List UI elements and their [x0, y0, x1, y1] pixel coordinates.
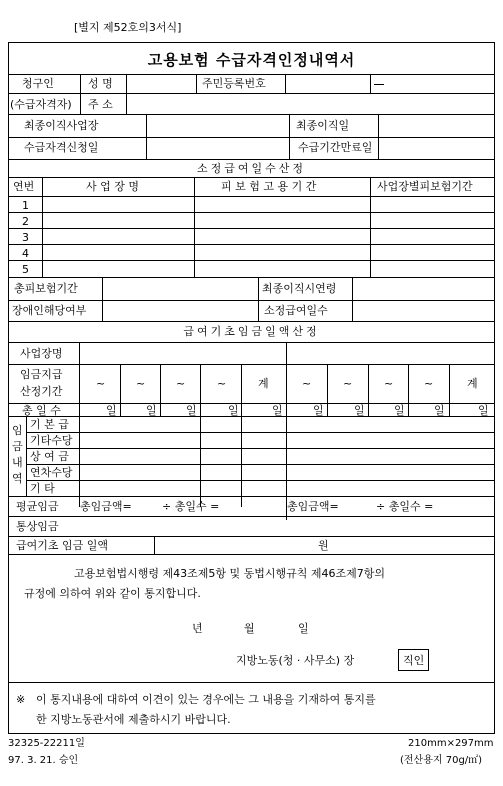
tilde: ~ — [96, 377, 106, 390]
col-workplace: 사 업 장 명 — [86, 180, 139, 193]
tilde: ~ — [343, 377, 353, 390]
row-number: 3 — [22, 231, 29, 244]
day-unit: 일 — [313, 404, 324, 417]
day-unit: 일 — [394, 404, 405, 417]
day-unit: 일 — [434, 404, 445, 417]
total-col: 계 — [258, 377, 269, 390]
last-leave-label: 최종이직일 — [296, 119, 350, 132]
formula-left-div: ÷ 총일수 = — [162, 500, 220, 513]
day-unit: 일 — [146, 404, 157, 417]
apply-date-label: 수급자격신청일 — [24, 141, 99, 154]
date-day: 일 — [298, 622, 309, 635]
page-title: 고용보험 수급자격인정내역서 — [147, 51, 356, 69]
wage-workplace-label: 사업장명 — [20, 347, 63, 360]
notice-line1: 고용보험법시행령 제43조제5항 및 동법시행규칙 제46조제7항의 — [74, 567, 385, 580]
note-mark: ※ — [16, 693, 26, 706]
avg-wage-label: 평균임금 — [16, 500, 59, 513]
tilde: ~ — [176, 377, 186, 390]
wage-vertical-label: 금 — [12, 440, 23, 453]
day-unit: 일 — [228, 404, 239, 417]
seal-label: 직인 — [403, 654, 425, 667]
tilde: ~ — [302, 377, 312, 390]
benefit-days-label: 소정급여일수 — [264, 304, 328, 317]
address-label: 주 소 — [88, 98, 113, 111]
base-daily-label: 급여기초 임금 일액 — [16, 539, 109, 552]
tilde: ~ — [136, 377, 146, 390]
tilde: ~ — [217, 377, 227, 390]
date-month: 월 — [244, 622, 255, 635]
footer-paper: (전산용지 70g/㎡) — [400, 755, 483, 766]
wage-vertical-label: 내 — [12, 456, 23, 469]
col-per-workplace: 사업장별피보험기간 — [377, 180, 473, 193]
total-insured-label: 총피보험기간 — [14, 282, 78, 295]
wage-vertical-label: 임 — [12, 424, 23, 437]
tilde: ~ — [424, 377, 434, 390]
wage-vertical-label: 역 — [12, 472, 23, 485]
form-code: [별지 제52호의3서식] — [74, 21, 182, 34]
benefit-end-label: 수급기간만료일 — [298, 141, 373, 154]
formula-right: 총임금액= — [287, 500, 339, 513]
base-pay-label: 기 본 급 — [30, 418, 69, 431]
day-unit: 일 — [478, 404, 489, 417]
total-days-label: 총 일 수 — [22, 404, 61, 417]
office-label: 지방노동(청 · 사무소) 장 — [236, 654, 355, 667]
notice-line2: 규정에 의하여 위와 같이 통지합니다. — [24, 587, 201, 600]
last-age-label: 최종이직시연령 — [262, 282, 337, 295]
disabled-label: 장애인해당여부 — [12, 304, 87, 317]
row-number: 2 — [22, 215, 29, 228]
bonus-label: 상 여 금 — [30, 450, 69, 463]
applicant-label: 청구인 — [22, 77, 54, 90]
note-line1: 이 통지내용에 대하여 이견이 있는 경우에는 그 내용을 기재하여 통지를 — [36, 693, 376, 706]
total-col: 계 — [467, 377, 478, 390]
day-unit: 일 — [186, 404, 197, 417]
wage-section-title: 급여기초임금일액산정 — [183, 325, 320, 338]
applicant-label-sub: (수급자격자) — [10, 98, 72, 111]
annual-leave-label: 연차수당 — [30, 466, 73, 479]
footer-size: 210mm×297mm — [408, 738, 494, 749]
footer-approval: 97. 3. 21. 승인 — [8, 755, 79, 766]
wage-period-label: 임금지급 — [20, 368, 63, 381]
footer-code: 32325-22211일 — [8, 738, 85, 749]
date-year: 년 — [192, 622, 203, 635]
won-unit: 원 — [318, 539, 329, 552]
etc-label: 기 타 — [30, 482, 55, 495]
normal-wage-label: 통상임금 — [16, 520, 59, 533]
wage-period-label-2: 산정기간 — [20, 385, 63, 398]
tilde: ~ — [384, 377, 394, 390]
row-number: 5 — [22, 263, 29, 276]
seal-stamp — [398, 649, 429, 671]
name-label: 성 명 — [88, 77, 113, 90]
formula-right-div: ÷ 총일수 = — [376, 500, 434, 513]
formula-left: 총임금액= — [80, 500, 132, 513]
other-allowance-label: 기타수당 — [30, 434, 73, 447]
col-insured-period: 피 보 험 고 용 기 간 — [221, 180, 317, 193]
row-number: 1 — [22, 199, 29, 212]
col-no: 연번 — [13, 180, 35, 193]
day-unit: 일 — [354, 404, 365, 417]
day-unit: 일 — [272, 404, 283, 417]
note-line2: 한 지방노동관서에 제출하시기 바랍니다. — [36, 713, 231, 726]
calc-section-title: 소정급여일수산정 — [196, 162, 306, 175]
row-number: 4 — [22, 247, 29, 260]
last-employer-label: 최종이직사업장 — [24, 119, 99, 132]
day-unit: 일 — [106, 404, 117, 417]
rrn-label: 주민등록번호 — [202, 77, 266, 90]
